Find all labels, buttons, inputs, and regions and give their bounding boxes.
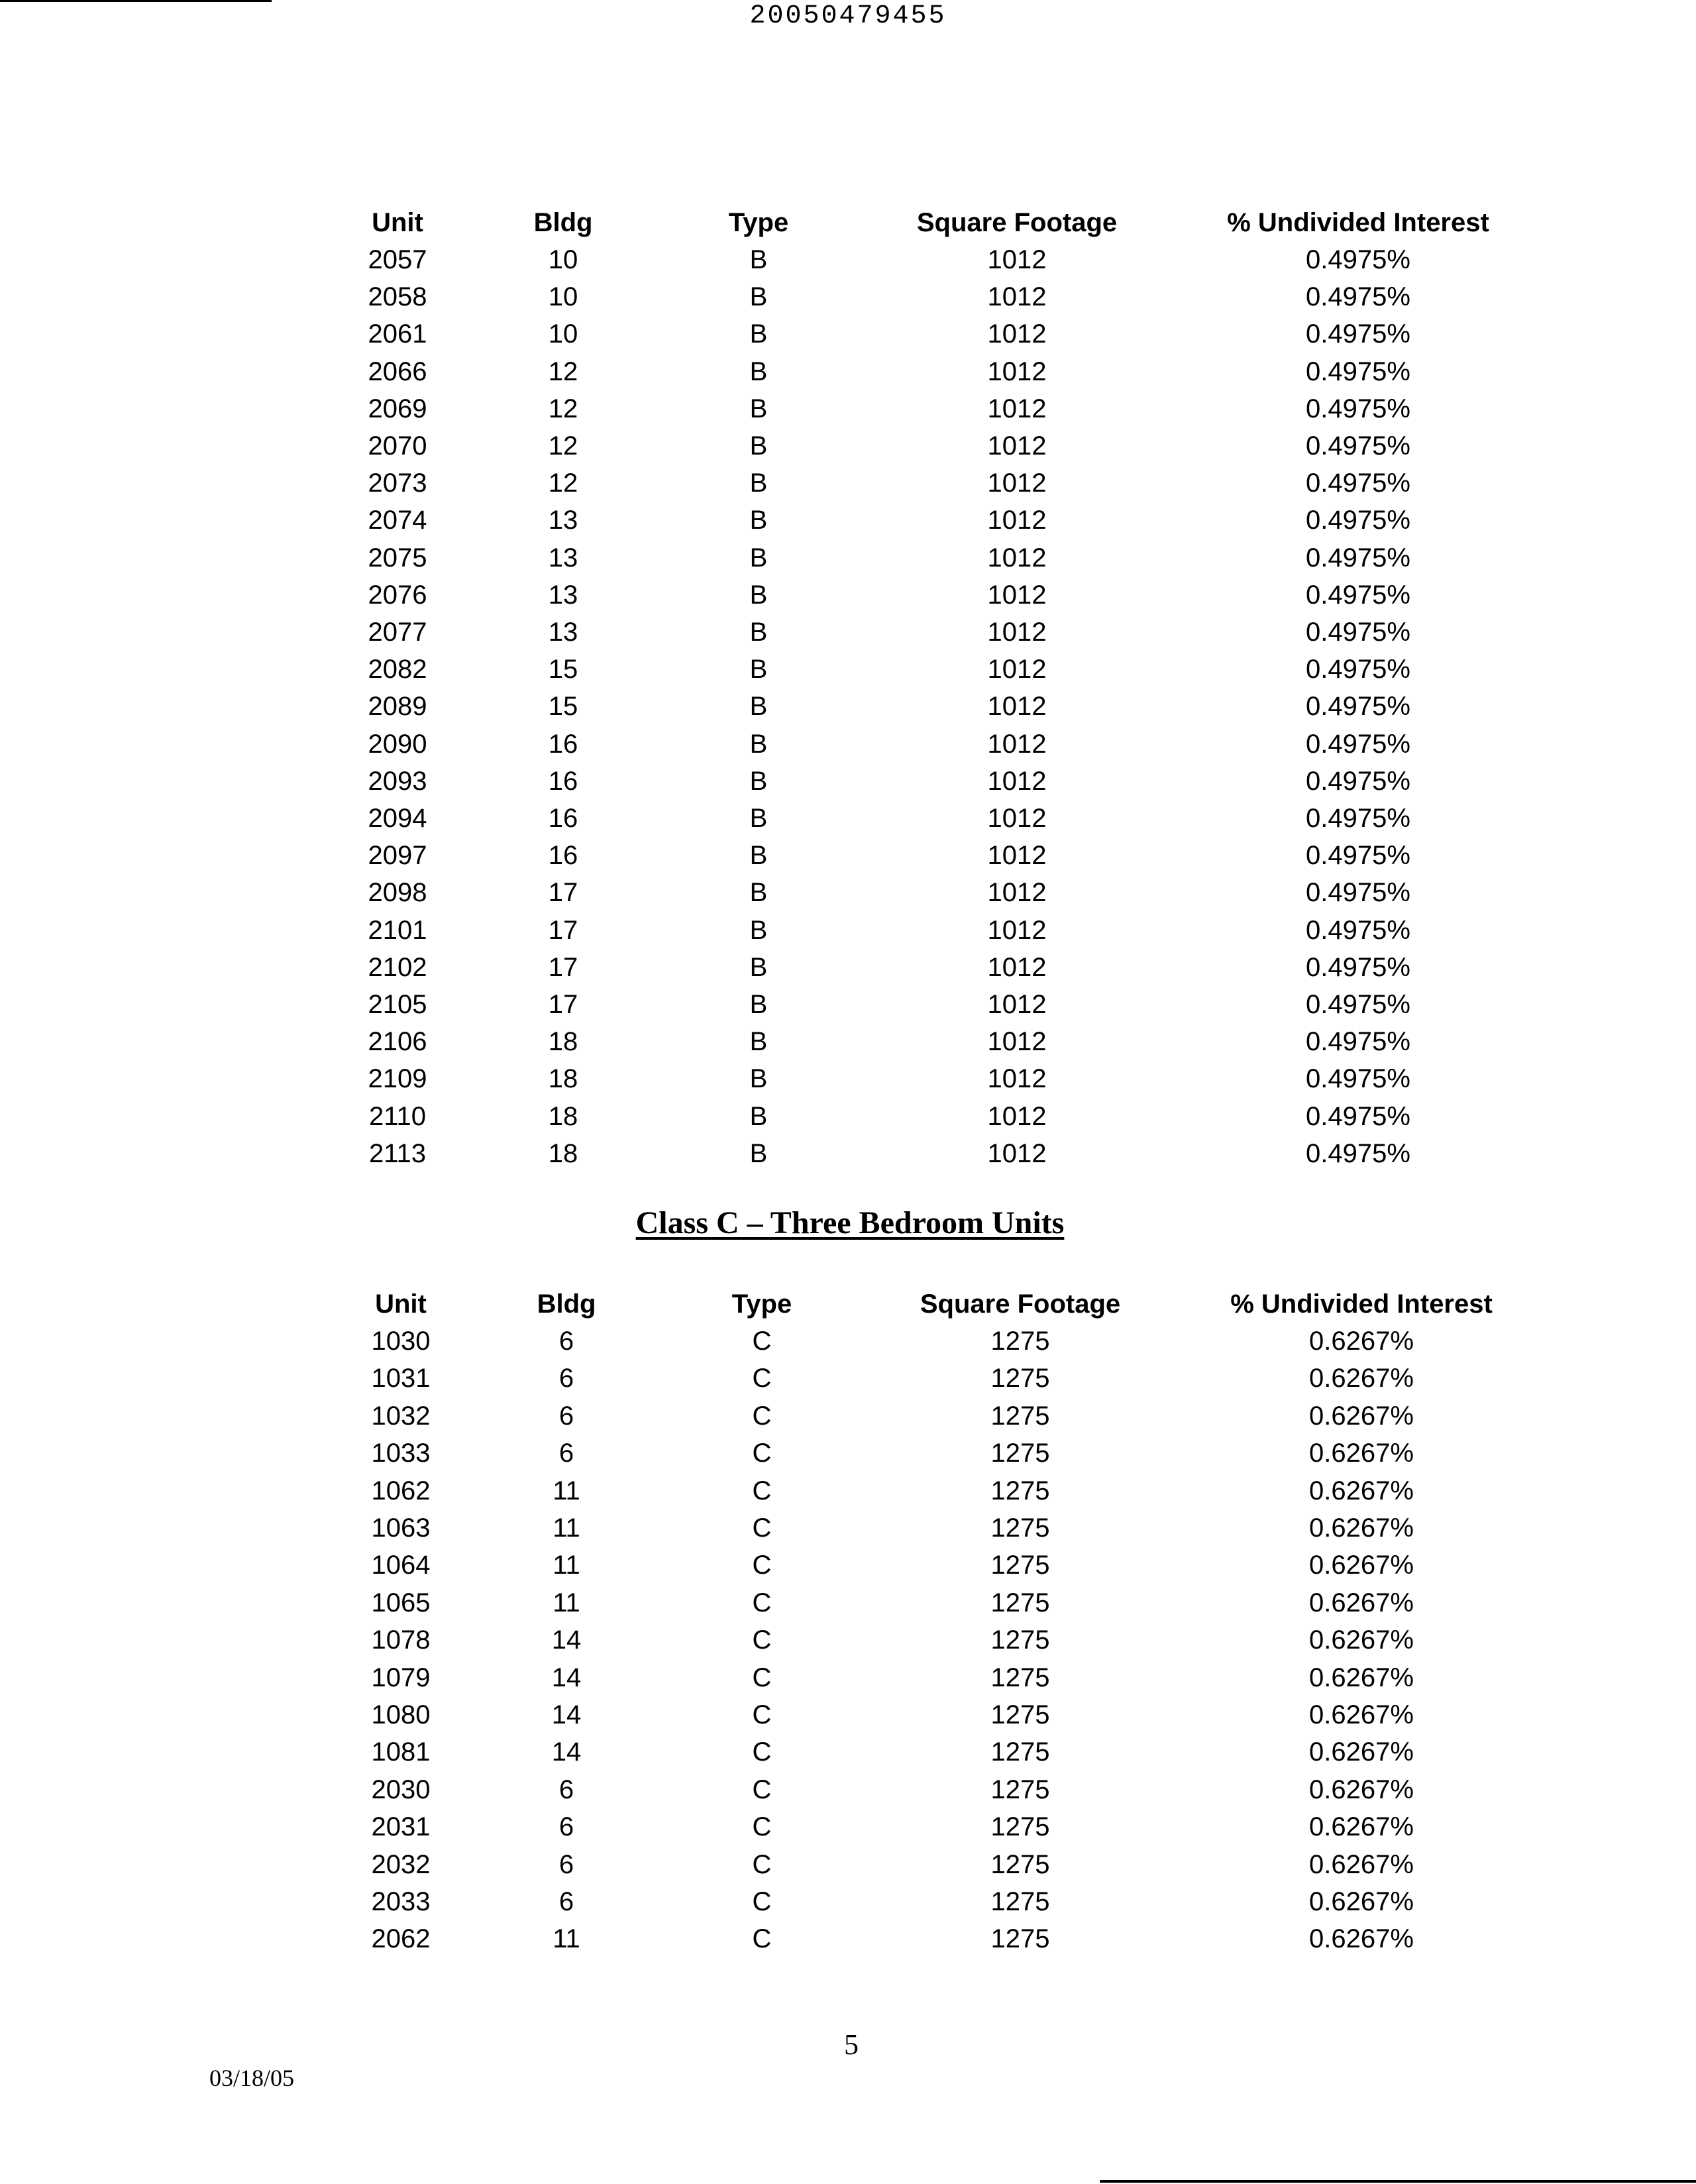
- unit-cell: 1032: [371, 1401, 431, 1431]
- bldg-cell: 16: [548, 804, 578, 833]
- unit-cell: 2090: [368, 729, 427, 759]
- table-row: [0, 614, 1696, 651]
- bldg-cell: 6: [558, 1887, 574, 1916]
- undivided-interest-cell: 0.6267%: [1309, 1551, 1414, 1580]
- table-row: [0, 1060, 1696, 1097]
- table-row: [0, 1621, 1696, 1659]
- square-footage-cell: 1012: [987, 394, 1047, 423]
- unit-cell: 2110: [368, 1101, 426, 1131]
- bldg-cell: 6: [558, 1439, 574, 1468]
- type-cell: C: [752, 1513, 772, 1543]
- square-footage-cell: 1275: [990, 1663, 1050, 1692]
- type-cell: C: [752, 1700, 772, 1729]
- header-type: Type: [731, 1289, 792, 1319]
- bldg-cell: 11: [553, 1924, 580, 1954]
- table-row: [0, 874, 1696, 911]
- undivided-interest-cell: 0.6267%: [1309, 1737, 1414, 1767]
- table-row: [0, 949, 1696, 986]
- type-cell: B: [749, 356, 768, 386]
- type-cell: B: [749, 804, 768, 833]
- unit-cell: 2089: [368, 692, 427, 722]
- undivided-interest-cell: 0.6267%: [1309, 1513, 1414, 1543]
- square-footage-cell: 1012: [987, 506, 1047, 535]
- table-row: [0, 1135, 1696, 1172]
- header-interest: % Undivided Interest: [1227, 208, 1489, 237]
- unit-cell: 2098: [368, 878, 427, 908]
- square-footage-cell: 1012: [987, 468, 1047, 498]
- bldg-cell: 10: [548, 245, 578, 274]
- bldg-cell: 18: [548, 1101, 578, 1131]
- square-footage-cell: 1275: [990, 1513, 1050, 1543]
- bldg-cell: 6: [558, 1364, 574, 1393]
- type-cell: C: [752, 1625, 772, 1655]
- class-c-section-title: Class C – Three Bedroom Units: [635, 1205, 1065, 1240]
- table-row: [0, 1547, 1696, 1584]
- bldg-cell: 17: [548, 915, 578, 945]
- square-footage-cell: 1012: [987, 1101, 1047, 1131]
- unit-cell: 2032: [371, 1849, 431, 1879]
- undivided-interest-cell: 0.6267%: [1309, 1588, 1414, 1617]
- undivided-interest-cell: 0.6267%: [1309, 1439, 1414, 1468]
- table-row: [0, 1808, 1696, 1845]
- bldg-cell: 11: [553, 1513, 580, 1543]
- square-footage-cell: 1275: [990, 1849, 1050, 1879]
- unit-cell: 2105: [368, 990, 427, 1019]
- bldg-cell: 11: [553, 1588, 580, 1617]
- unit-cell: 1030: [371, 1327, 431, 1356]
- type-cell: C: [752, 1551, 772, 1580]
- undivided-interest-cell: 0.4975%: [1306, 692, 1410, 722]
- square-footage-cell: 1012: [987, 878, 1047, 908]
- undivided-interest-cell: 0.4975%: [1306, 245, 1410, 274]
- square-footage-cell: 1012: [987, 952, 1047, 982]
- type-cell: B: [749, 1138, 768, 1168]
- square-footage-cell: 1012: [987, 655, 1047, 684]
- square-footage-cell: 1012: [987, 356, 1047, 386]
- table-row: [0, 390, 1696, 427]
- header-bldg: Bldg: [533, 208, 593, 237]
- undivided-interest-cell: 0.6267%: [1309, 1625, 1414, 1655]
- table-row: [0, 1696, 1696, 1733]
- bldg-cell: 14: [551, 1663, 582, 1692]
- undivided-interest-cell: 0.6267%: [1309, 1887, 1414, 1916]
- bldg-cell: 14: [551, 1625, 582, 1655]
- type-cell: B: [749, 1101, 768, 1131]
- header-interest: % Undivided Interest: [1230, 1289, 1493, 1319]
- square-footage-cell: 1012: [987, 766, 1047, 796]
- scan-edge-bottom-right: [1100, 2180, 1696, 2183]
- square-footage-cell: 1275: [990, 1924, 1050, 1954]
- undivided-interest-cell: 0.4975%: [1306, 655, 1410, 684]
- type-cell: C: [752, 1401, 772, 1431]
- square-footage-cell: 1012: [987, 692, 1047, 722]
- square-footage-cell: 1012: [987, 729, 1047, 759]
- table-row: [0, 1659, 1696, 1696]
- table-row: [0, 651, 1696, 688]
- unit-cell: 2033: [371, 1887, 431, 1916]
- type-cell: C: [752, 1439, 772, 1468]
- unit-cell: 2076: [368, 580, 427, 610]
- table-header-row: [0, 204, 1696, 241]
- undivided-interest-cell: 0.4975%: [1306, 1138, 1410, 1168]
- square-footage-cell: 1275: [990, 1476, 1050, 1505]
- type-cell: B: [749, 692, 768, 722]
- undivided-interest-cell: 0.4975%: [1306, 729, 1410, 759]
- table-row: [0, 1584, 1696, 1621]
- table-row: [0, 539, 1696, 576]
- unit-cell: 2106: [368, 1027, 427, 1057]
- undivided-interest-cell: 0.4975%: [1306, 952, 1410, 982]
- undivided-interest-cell: 0.4975%: [1306, 841, 1410, 871]
- table-row: [0, 1846, 1696, 1883]
- table-row: [0, 1323, 1696, 1360]
- unit-cell: 2094: [368, 804, 427, 833]
- unit-cell: 2069: [368, 394, 427, 423]
- undivided-interest-cell: 0.4975%: [1306, 431, 1410, 461]
- type-cell: C: [752, 1737, 772, 1767]
- table-row: [0, 1920, 1696, 1957]
- undivided-interest-cell: 0.4975%: [1306, 543, 1410, 573]
- page-number: 5: [844, 2028, 859, 2061]
- bldg-cell: 17: [548, 878, 578, 908]
- unit-cell: 1031: [371, 1364, 431, 1393]
- unit-cell: 1065: [371, 1588, 431, 1617]
- header-bldg: Bldg: [537, 1289, 596, 1319]
- undivided-interest-cell: 0.4975%: [1306, 618, 1410, 647]
- header-unit: Unit: [375, 1289, 427, 1319]
- square-footage-cell: 1012: [987, 580, 1047, 610]
- bldg-cell: 6: [558, 1812, 574, 1842]
- table-row: [0, 986, 1696, 1023]
- bldg-cell: 11: [553, 1551, 580, 1580]
- undivided-interest-cell: 0.4975%: [1306, 506, 1410, 535]
- square-footage-cell: 1275: [990, 1401, 1050, 1431]
- header-sqft: Square Footage: [920, 1289, 1121, 1319]
- type-cell: B: [749, 431, 768, 461]
- table-row: [0, 1435, 1696, 1472]
- undivided-interest-cell: 0.4975%: [1306, 468, 1410, 498]
- document-number: 20050479455: [749, 1, 947, 31]
- unit-cell: 2070: [368, 431, 427, 461]
- table-row: [0, 912, 1696, 949]
- bldg-cell: 16: [548, 729, 578, 759]
- type-cell: C: [752, 1774, 772, 1804]
- bldg-cell: 13: [548, 543, 578, 573]
- bldg-cell: 11: [553, 1476, 580, 1505]
- undivided-interest-cell: 0.4975%: [1306, 878, 1410, 908]
- table-row: [0, 800, 1696, 837]
- table-row: [0, 1023, 1696, 1060]
- bldg-cell: 14: [551, 1700, 582, 1729]
- bldg-cell: 17: [548, 952, 578, 982]
- bldg-cell: 16: [548, 766, 578, 796]
- type-cell: C: [752, 1849, 772, 1879]
- square-footage-cell: 1275: [990, 1439, 1050, 1468]
- square-footage-cell: 1012: [987, 804, 1047, 833]
- unit-cell: 2062: [371, 1924, 431, 1954]
- square-footage-cell: 1012: [987, 990, 1047, 1019]
- table-row: [0, 241, 1696, 278]
- unit-cell: 2077: [368, 618, 427, 647]
- type-cell: B: [749, 580, 768, 610]
- square-footage-cell: 1275: [990, 1812, 1050, 1842]
- unit-cell: 1062: [371, 1476, 431, 1505]
- type-cell: C: [752, 1476, 772, 1505]
- undivided-interest-cell: 0.4975%: [1306, 915, 1410, 945]
- unit-cell: 1078: [371, 1625, 431, 1655]
- table-row: [0, 1472, 1696, 1509]
- undivided-interest-cell: 0.6267%: [1309, 1774, 1414, 1804]
- square-footage-cell: 1012: [987, 282, 1047, 312]
- table-row: [0, 1733, 1696, 1771]
- type-cell: B: [749, 1027, 768, 1057]
- bldg-cell: 15: [548, 692, 578, 722]
- undivided-interest-cell: 0.4975%: [1306, 804, 1410, 833]
- type-cell: B: [749, 878, 768, 908]
- square-footage-cell: 1275: [990, 1327, 1050, 1356]
- bldg-cell: 10: [548, 319, 578, 349]
- undivided-interest-cell: 0.4975%: [1306, 394, 1410, 423]
- undivided-interest-cell: 0.6267%: [1309, 1924, 1414, 1954]
- bldg-cell: 18: [548, 1138, 578, 1168]
- bldg-cell: 12: [548, 394, 578, 423]
- undivided-interest-cell: 0.4975%: [1306, 580, 1410, 610]
- type-cell: B: [749, 729, 768, 759]
- square-footage-cell: 1012: [987, 1138, 1047, 1168]
- header-sqft: Square Footage: [916, 208, 1118, 237]
- type-cell: B: [749, 1064, 768, 1094]
- type-cell: B: [749, 990, 768, 1019]
- type-cell: B: [749, 915, 768, 945]
- type-cell: C: [752, 1364, 772, 1393]
- square-footage-cell: 1275: [990, 1364, 1050, 1393]
- undivided-interest-cell: 0.6267%: [1309, 1812, 1414, 1842]
- square-footage-cell: 1275: [990, 1551, 1050, 1580]
- bldg-cell: 10: [548, 282, 578, 312]
- unit-cell: 2109: [368, 1064, 427, 1094]
- table-row: [0, 315, 1696, 353]
- undivided-interest-cell: 0.6267%: [1309, 1364, 1414, 1393]
- undivided-interest-cell: 0.4975%: [1306, 990, 1410, 1019]
- type-cell: B: [749, 766, 768, 796]
- unit-cell: 2058: [368, 282, 427, 312]
- unit-cell: 2073: [368, 468, 427, 498]
- type-cell: B: [749, 655, 768, 684]
- type-cell: C: [752, 1588, 772, 1617]
- type-cell: C: [752, 1812, 772, 1842]
- bldg-cell: 12: [548, 431, 578, 461]
- table-row: [0, 576, 1696, 614]
- unit-cell: 1063: [371, 1513, 431, 1543]
- square-footage-cell: 1012: [987, 618, 1047, 647]
- undivided-interest-cell: 0.4975%: [1306, 1027, 1410, 1057]
- table-row: [0, 1098, 1696, 1135]
- bldg-cell: 12: [548, 468, 578, 498]
- type-cell: B: [749, 394, 768, 423]
- unit-cell: 2082: [368, 655, 427, 684]
- table-row: [0, 1509, 1696, 1547]
- bldg-cell: 14: [551, 1737, 582, 1767]
- footer-date: 03/18/05: [209, 2065, 295, 2091]
- undivided-interest-cell: 0.4975%: [1306, 766, 1410, 796]
- type-cell: B: [749, 468, 768, 498]
- unit-cell: 2074: [368, 506, 427, 535]
- table-row: [0, 726, 1696, 763]
- square-footage-cell: 1012: [987, 841, 1047, 871]
- unit-cell: 2031: [371, 1812, 431, 1842]
- table-row: [0, 464, 1696, 502]
- unit-cell: 1079: [371, 1663, 431, 1692]
- type-cell: B: [749, 506, 768, 535]
- header-unit: Unit: [372, 208, 423, 237]
- undivided-interest-cell: 0.6267%: [1309, 1700, 1414, 1729]
- table-row: [0, 353, 1696, 390]
- bldg-cell: 16: [548, 841, 578, 871]
- table-row: [0, 278, 1696, 315]
- type-cell: B: [749, 319, 768, 349]
- type-cell: C: [752, 1887, 772, 1916]
- table-row: [0, 1883, 1696, 1920]
- unit-cell: 2057: [368, 245, 427, 274]
- table-header-row: [0, 1285, 1696, 1323]
- type-cell: B: [749, 245, 768, 274]
- bldg-cell: 12: [548, 356, 578, 386]
- square-footage-cell: 1012: [987, 1064, 1047, 1094]
- type-cell: B: [749, 543, 768, 573]
- type-cell: B: [749, 841, 768, 871]
- square-footage-cell: 1012: [987, 319, 1047, 349]
- unit-cell: 1064: [371, 1551, 431, 1580]
- undivided-interest-cell: 0.6267%: [1309, 1849, 1414, 1879]
- square-footage-cell: 1012: [987, 431, 1047, 461]
- undivided-interest-cell: 0.6267%: [1309, 1476, 1414, 1505]
- bldg-cell: 6: [558, 1401, 574, 1431]
- table-row: [0, 427, 1696, 464]
- square-footage-cell: 1012: [987, 245, 1047, 274]
- type-cell: B: [749, 282, 768, 312]
- type-cell: C: [752, 1924, 772, 1954]
- bldg-cell: 6: [558, 1849, 574, 1879]
- unit-cell: 2101: [368, 915, 427, 945]
- undivided-interest-cell: 0.4975%: [1306, 1101, 1410, 1131]
- square-footage-cell: 1275: [990, 1588, 1050, 1617]
- unit-cell: 2113: [368, 1138, 426, 1168]
- type-cell: B: [749, 952, 768, 982]
- type-cell: C: [752, 1327, 772, 1356]
- bldg-cell: 18: [548, 1064, 578, 1094]
- unit-cell: 2097: [368, 841, 427, 871]
- unit-cell: 1033: [371, 1439, 431, 1468]
- square-footage-cell: 1275: [990, 1887, 1050, 1916]
- type-cell: B: [749, 618, 768, 647]
- unit-cell: 2030: [371, 1774, 431, 1804]
- unit-cell: 2066: [368, 356, 427, 386]
- undivided-interest-cell: 0.4975%: [1306, 282, 1410, 312]
- table-row: [0, 688, 1696, 725]
- table-row: [0, 502, 1696, 539]
- bldg-cell: 6: [558, 1774, 574, 1804]
- square-footage-cell: 1012: [987, 915, 1047, 945]
- type-cell: C: [752, 1663, 772, 1692]
- bldg-cell: 13: [548, 506, 578, 535]
- square-footage-cell: 1012: [987, 1027, 1047, 1057]
- undivided-interest-cell: 0.4975%: [1306, 356, 1410, 386]
- undivided-interest-cell: 0.6267%: [1309, 1327, 1414, 1356]
- unit-cell: 2093: [368, 766, 427, 796]
- unit-cell: 2061: [368, 319, 427, 349]
- bldg-cell: 17: [548, 990, 578, 1019]
- header-type: Type: [728, 208, 789, 237]
- square-footage-cell: 1275: [990, 1737, 1050, 1767]
- square-footage-cell: 1275: [990, 1700, 1050, 1729]
- square-footage-cell: 1275: [990, 1774, 1050, 1804]
- bldg-cell: 13: [548, 618, 578, 647]
- table-row: [0, 837, 1696, 874]
- bldg-cell: 18: [548, 1027, 578, 1057]
- undivided-interest-cell: 0.6267%: [1309, 1401, 1414, 1431]
- table-row: [0, 1397, 1696, 1435]
- undivided-interest-cell: 0.4975%: [1306, 319, 1410, 349]
- table-row: [0, 1771, 1696, 1808]
- unit-cell: 2075: [368, 543, 427, 573]
- bldg-cell: 13: [548, 580, 578, 610]
- square-footage-cell: 1275: [990, 1625, 1050, 1655]
- square-footage-cell: 1012: [987, 543, 1047, 573]
- table-row: [0, 763, 1696, 800]
- table-row: [0, 1360, 1696, 1397]
- undivided-interest-cell: 0.6267%: [1309, 1663, 1414, 1692]
- bldg-cell: 6: [558, 1327, 574, 1356]
- undivided-interest-cell: 0.4975%: [1306, 1064, 1410, 1094]
- unit-cell: 1081: [371, 1737, 431, 1767]
- bldg-cell: 15: [548, 655, 578, 684]
- unit-cell: 1080: [371, 1700, 431, 1729]
- unit-cell: 2102: [368, 952, 427, 982]
